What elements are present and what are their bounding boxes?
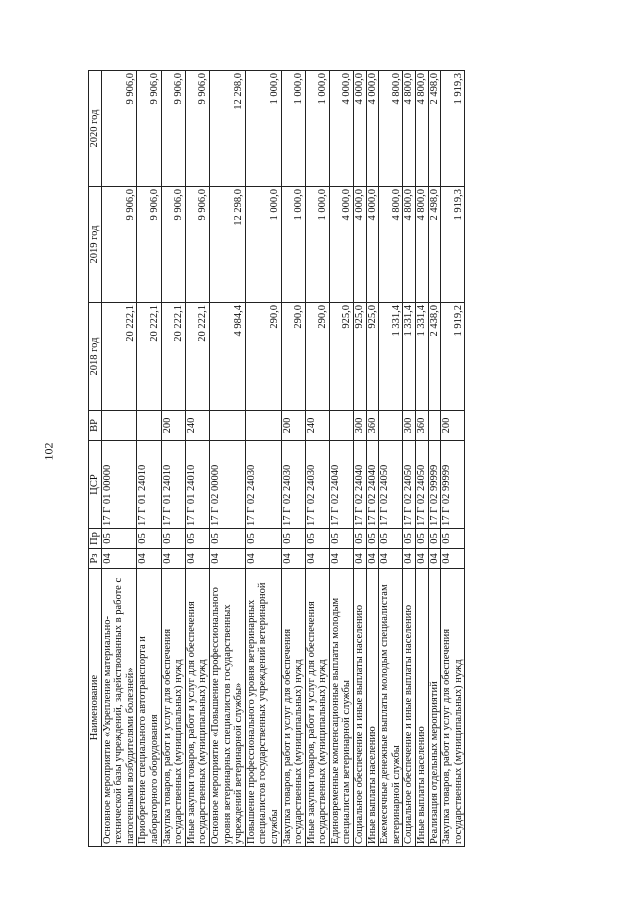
cell-name: Иные выплаты населению <box>416 569 429 847</box>
column-header-2019: 2019 год <box>89 187 102 303</box>
cell-vr <box>379 411 403 441</box>
cell-2019: 1 000,0 <box>305 187 329 303</box>
table-row <box>441 71 465 847</box>
cell-csr: 17 Г 02 24050 <box>379 441 403 529</box>
cell-2020: 4 000,0 <box>366 71 379 187</box>
budget-table-rotated <box>88 71 465 847</box>
cell-2020: 9 906,0 <box>185 71 209 187</box>
cell-pr: 05 <box>441 529 465 549</box>
cell-pr: 05 <box>416 529 429 549</box>
cell-name: Иные выплаты населению <box>366 569 379 847</box>
column-header-name: Наименование <box>89 569 102 847</box>
table-row <box>428 71 441 847</box>
cell-2020: 4 800,0 <box>416 71 429 187</box>
cell-2018: 20 222,1 <box>101 303 137 411</box>
cell-2019: 4 800,0 <box>416 187 429 303</box>
cell-csr: 17 Г 02 24050 <box>403 441 416 529</box>
cell-2018: 1 331,4 <box>403 303 416 411</box>
cell-csr: 17 Г 02 24040 <box>354 441 367 529</box>
cell-name: Основное мероприятие «Укрепление материально-технической базы учреждений, задействованных в работе с патогенными возбудителями болезней» <box>101 569 137 847</box>
cell-2018: 925,0 <box>366 303 379 411</box>
column-header-csr: ЦСР <box>89 441 102 529</box>
cell-pr: 05 <box>329 529 353 549</box>
cell-2018: 20 222,1 <box>185 303 209 411</box>
cell-rz: 04 <box>101 549 137 569</box>
cell-2019: 9 906,0 <box>161 187 185 303</box>
cell-vr <box>329 411 353 441</box>
cell-vr: 240 <box>185 411 209 441</box>
cell-rz: 04 <box>329 549 353 569</box>
cell-2020: 2 498,0 <box>428 71 441 187</box>
cell-vr: 240 <box>305 411 329 441</box>
cell-2020: 1 000,0 <box>305 71 329 187</box>
cell-name: Иные закупки товаров, работ и услуг для обеспечения государственных (муниципальных) нужд <box>185 569 209 847</box>
cell-name: Единовременные компенсационные выплаты молодым специалистам ветеринарной службы <box>329 569 353 847</box>
cell-2019: 1 000,0 <box>281 187 305 303</box>
cell-2020: 4 000,0 <box>329 71 353 187</box>
column-header-2020: 2020 год <box>89 71 102 187</box>
cell-csr: 17 Г 02 24030 <box>281 441 305 529</box>
cell-rz: 04 <box>161 549 185 569</box>
table-row <box>101 71 137 847</box>
cell-2019: 2 498,0 <box>428 187 441 303</box>
column-header-rz: Рз <box>89 549 102 569</box>
cell-2020: 1 000,0 <box>245 71 281 187</box>
cell-rz: 04 <box>403 549 416 569</box>
cell-2020: 9 906,0 <box>161 71 185 187</box>
budget-table <box>88 70 465 847</box>
table-row <box>416 71 429 847</box>
cell-vr: 200 <box>161 411 185 441</box>
cell-2018: 1 331,4 <box>416 303 429 411</box>
cell-name: Иные закупки товаров, работ и услуг для обеспечения государственных (муниципальных) нужд <box>305 569 329 847</box>
cell-rz: 04 <box>428 549 441 569</box>
cell-2019: 4 000,0 <box>366 187 379 303</box>
cell-pr: 05 <box>209 529 245 549</box>
cell-rz: 04 <box>379 549 403 569</box>
cell-rz: 04 <box>354 549 367 569</box>
cell-2018: 290,0 <box>305 303 329 411</box>
cell-2018: 1 331,4 <box>379 303 403 411</box>
cell-rz: 04 <box>416 549 429 569</box>
cell-2018: 925,0 <box>329 303 353 411</box>
cell-vr: 300 <box>354 411 367 441</box>
cell-csr: 17 Г 02 24040 <box>329 441 353 529</box>
cell-name: Закупка товаров, работ и услуг для обеспечения государственных (муниципальных) нужд <box>161 569 185 847</box>
cell-csr: 17 Г 02 24050 <box>416 441 429 529</box>
table-row <box>185 71 209 847</box>
table-row <box>354 71 367 847</box>
cell-pr: 05 <box>245 529 281 549</box>
table-body <box>101 71 465 847</box>
column-header-pr: Пр <box>89 529 102 549</box>
table-row <box>245 71 281 847</box>
cell-2018: 20 222,1 <box>161 303 185 411</box>
cell-pr: 05 <box>403 529 416 549</box>
cell-pr: 05 <box>379 529 403 549</box>
cell-2018: 925,0 <box>354 303 367 411</box>
cell-rz: 04 <box>137 549 161 569</box>
cell-vr <box>209 411 245 441</box>
cell-2020: 9 906,0 <box>101 71 137 187</box>
cell-name: Основное мероприятие «Повышение профессионального уровня ветеринарных специалистов государственных учреждений ветеринарной службы» <box>209 569 245 847</box>
table-row <box>366 71 379 847</box>
cell-pr: 05 <box>161 529 185 549</box>
cell-vr: 360 <box>416 411 429 441</box>
cell-2018: 4 984,4 <box>209 303 245 411</box>
cell-pr: 05 <box>185 529 209 549</box>
table-row <box>379 71 403 847</box>
cell-2020: 4 000,0 <box>354 71 367 187</box>
table-row <box>161 71 185 847</box>
column-header-vr: ВР <box>89 411 102 441</box>
cell-2018: 290,0 <box>281 303 305 411</box>
cell-name: Закупка товаров, работ и услуг для обеспечения государственных (муниципальных) нужд <box>441 569 465 847</box>
cell-csr: 17 Г 02 99999 <box>428 441 441 529</box>
cell-name: Закупка товаров, работ и услуг для обеспечения государственных (муниципальных) нужд <box>281 569 305 847</box>
cell-2019: 1 000,0 <box>245 187 281 303</box>
cell-2018: 20 222,1 <box>137 303 161 411</box>
table-row <box>403 71 416 847</box>
cell-vr: 300 <box>403 411 416 441</box>
cell-csr: 17 Г 01 00000 <box>101 441 137 529</box>
cell-csr: 17 Г 02 99999 <box>441 441 465 529</box>
cell-2019: 12 298,0 <box>209 187 245 303</box>
cell-vr <box>101 411 137 441</box>
cell-name: Социальное обеспечение и иные выплаты населению <box>354 569 367 847</box>
cell-vr <box>245 411 281 441</box>
cell-pr: 05 <box>366 529 379 549</box>
cell-name: Ежемесячные денежные выплаты молодым специалистам ветеринарной службы <box>379 569 403 847</box>
cell-name: Повышение профессионального уровня ветеринарных специалистов государственных учреждений ветеринарной службы <box>245 569 281 847</box>
cell-rz: 04 <box>281 549 305 569</box>
cell-pr: 05 <box>305 529 329 549</box>
cell-csr: 17 Г 02 00000 <box>209 441 245 529</box>
cell-2018: 290,0 <box>245 303 281 411</box>
cell-2019: 9 906,0 <box>185 187 209 303</box>
cell-2020: 1 000,0 <box>281 71 305 187</box>
cell-2020: 4 800,0 <box>379 71 403 187</box>
cell-name: Реализация отдельных мероприятий <box>428 569 441 847</box>
cell-csr: 17 Г 02 24030 <box>245 441 281 529</box>
cell-2020: 1 919,3 <box>441 71 465 187</box>
cell-rz: 04 <box>245 549 281 569</box>
cell-csr: 17 Г 01 24010 <box>137 441 161 529</box>
cell-pr: 05 <box>428 529 441 549</box>
cell-2019: 9 906,0 <box>101 187 137 303</box>
cell-2019: 4 000,0 <box>354 187 367 303</box>
cell-2020: 4 800,0 <box>403 71 416 187</box>
cell-rz: 04 <box>185 549 209 569</box>
table-row <box>329 71 353 847</box>
cell-vr: 200 <box>281 411 305 441</box>
cell-name: Социальное обеспечение и иные выплаты населению <box>403 569 416 847</box>
cell-2019: 4 800,0 <box>403 187 416 303</box>
cell-vr <box>137 411 161 441</box>
cell-pr: 05 <box>101 529 137 549</box>
table-row <box>305 71 329 847</box>
cell-name: Приобретение специального автотранспорта и лабораторного оборудования <box>137 569 161 847</box>
cell-2020: 9 906,0 <box>137 71 161 187</box>
cell-vr: 200 <box>441 411 465 441</box>
cell-2019: 4 800,0 <box>379 187 403 303</box>
table-row <box>209 71 245 847</box>
cell-vr: 360 <box>366 411 379 441</box>
cell-2019: 4 000,0 <box>329 187 353 303</box>
cell-csr: 17 Г 02 24030 <box>305 441 329 529</box>
cell-vr <box>428 411 441 441</box>
cell-rz: 04 <box>209 549 245 569</box>
table-row <box>281 71 305 847</box>
cell-2019: 9 906,0 <box>137 187 161 303</box>
cell-rz: 04 <box>305 549 329 569</box>
cell-csr: 17 Г 01 24010 <box>185 441 209 529</box>
cell-csr: 17 Г 02 24040 <box>366 441 379 529</box>
cell-2018: 1 919,2 <box>441 303 465 411</box>
cell-2018: 2 438,0 <box>428 303 441 411</box>
cell-2020: 12 298,0 <box>209 71 245 187</box>
table-row <box>137 71 161 847</box>
table-header-row <box>89 71 102 847</box>
page-number-text: 102 <box>41 442 56 461</box>
cell-2019: 1 919,3 <box>441 187 465 303</box>
cell-pr: 05 <box>137 529 161 549</box>
cell-pr: 05 <box>354 529 367 549</box>
column-header-2018: 2018 год <box>89 303 102 411</box>
cell-pr: 05 <box>281 529 305 549</box>
cell-csr: 17 Г 01 24010 <box>161 441 185 529</box>
cell-rz: 04 <box>441 549 465 569</box>
cell-rz: 04 <box>366 549 379 569</box>
